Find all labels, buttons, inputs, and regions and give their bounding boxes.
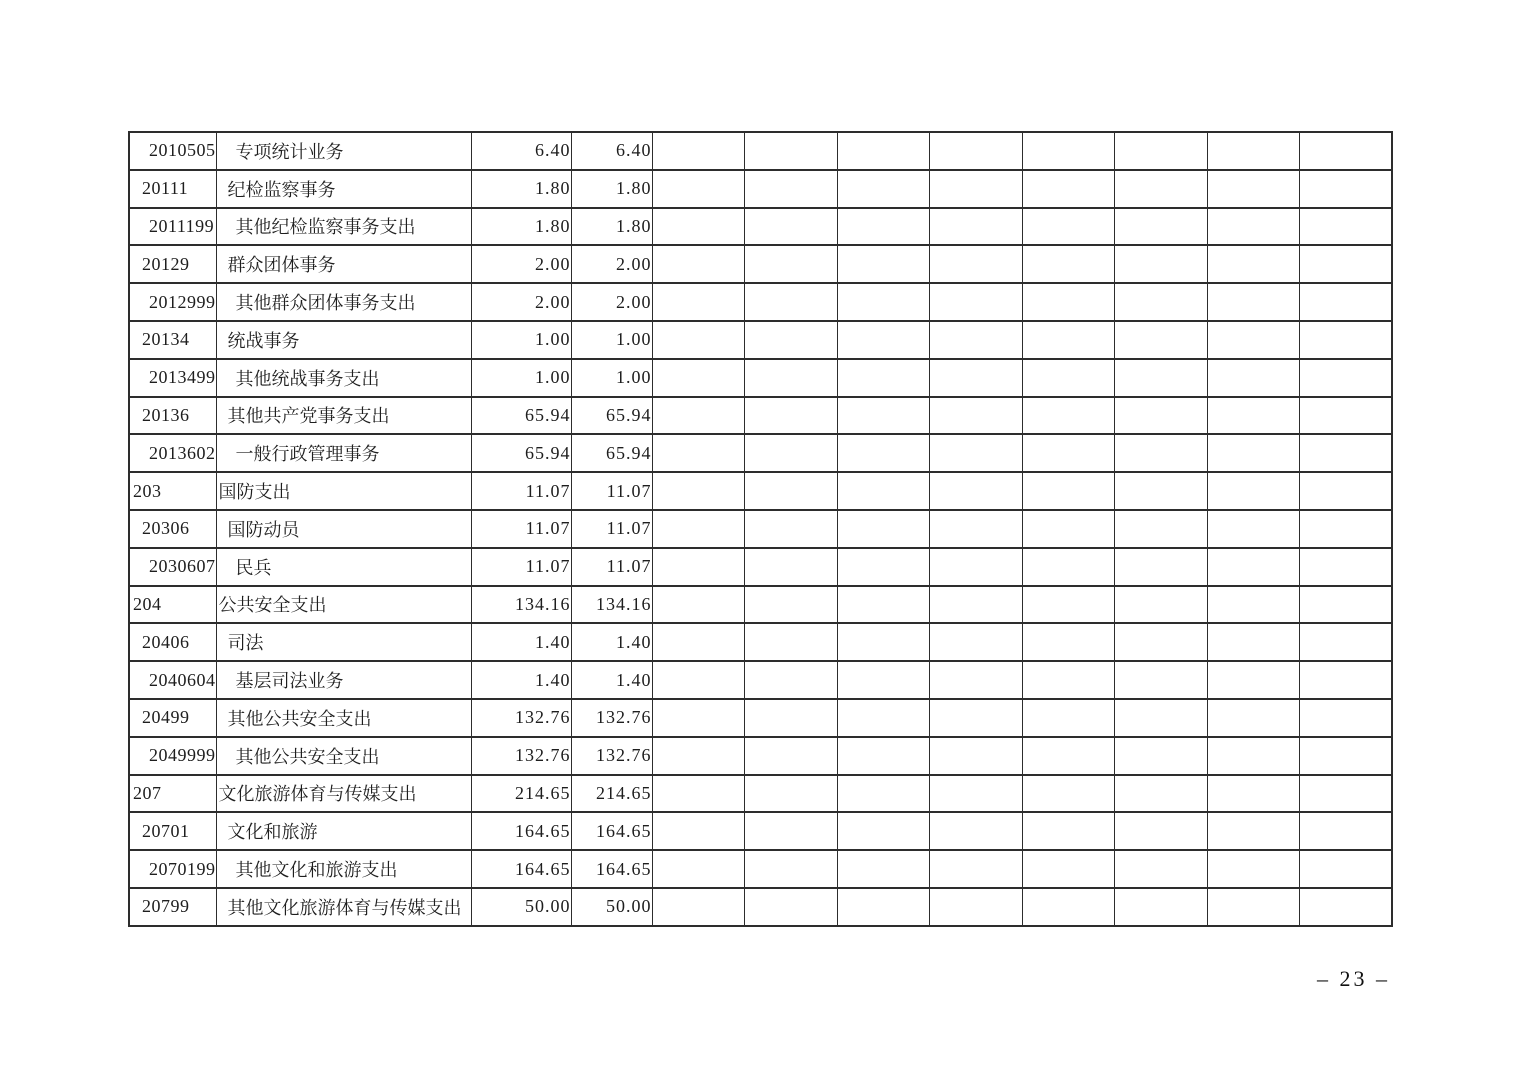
- empty-cell: [1022, 888, 1115, 926]
- amount2-cell: 6.40: [571, 132, 652, 170]
- empty-cell: [1207, 510, 1300, 548]
- empty-cell: [1022, 283, 1115, 321]
- empty-cell: [1300, 548, 1393, 586]
- empty-cell: [1207, 888, 1300, 926]
- amount1-cell: 11.07: [471, 548, 571, 586]
- empty-cell: [1022, 208, 1115, 246]
- empty-cell: [745, 623, 838, 661]
- empty-cell: [745, 812, 838, 850]
- empty-cell: [1022, 812, 1115, 850]
- amount1-cell: 1.00: [471, 321, 571, 359]
- amount1-cell: 164.65: [471, 850, 571, 888]
- empty-cell: [837, 812, 930, 850]
- empty-cell: [930, 245, 1023, 283]
- empty-cell: [652, 472, 745, 510]
- empty-cell: [1300, 132, 1393, 170]
- empty-cell: [930, 510, 1023, 548]
- empty-cell: [1207, 283, 1300, 321]
- empty-cell: [652, 321, 745, 359]
- empty-cell: [745, 699, 838, 737]
- empty-cell: [1022, 170, 1115, 208]
- amount2-cell: 164.65: [571, 812, 652, 850]
- empty-cell: [837, 321, 930, 359]
- empty-cell: [1022, 661, 1115, 699]
- name-cell: 基层司法业务: [216, 661, 471, 699]
- empty-cell: [1300, 434, 1393, 472]
- empty-cell: [837, 132, 930, 170]
- empty-cell: [745, 510, 838, 548]
- table-row: [129, 397, 1392, 435]
- empty-cell: [1207, 245, 1300, 283]
- empty-cell: [1207, 850, 1300, 888]
- empty-cell: [652, 132, 745, 170]
- amount1-cell: 2.00: [471, 245, 571, 283]
- amount1-cell: 11.07: [471, 510, 571, 548]
- name-cell: 其他统战事务支出: [216, 359, 471, 397]
- empty-cell: [652, 245, 745, 283]
- empty-cell: [930, 586, 1023, 624]
- amount1-cell: 1.40: [471, 661, 571, 699]
- empty-cell: [652, 359, 745, 397]
- empty-cell: [930, 283, 1023, 321]
- code-cell: 20136: [129, 397, 216, 435]
- empty-cell: [1115, 359, 1208, 397]
- empty-cell: [837, 737, 930, 775]
- empty-cell: [930, 132, 1023, 170]
- empty-cell: [1115, 623, 1208, 661]
- amount1-cell: 65.94: [471, 397, 571, 435]
- empty-cell: [745, 850, 838, 888]
- budget-expenditure-table: [128, 131, 1393, 927]
- name-cell: 其他文化旅游体育与传媒支出: [216, 888, 471, 926]
- empty-cell: [1300, 510, 1393, 548]
- empty-cell: [1022, 510, 1115, 548]
- table-row: [129, 283, 1392, 321]
- empty-cell: [652, 850, 745, 888]
- amount2-cell: 214.65: [571, 775, 652, 813]
- amount1-cell: 6.40: [471, 132, 571, 170]
- name-cell: 其他文化和旅游支出: [216, 850, 471, 888]
- empty-cell: [930, 548, 1023, 586]
- empty-cell: [930, 472, 1023, 510]
- empty-cell: [1300, 472, 1393, 510]
- table-row: [129, 510, 1392, 548]
- empty-cell: [837, 170, 930, 208]
- code-cell: 2049999: [129, 737, 216, 775]
- empty-cell: [1300, 888, 1393, 926]
- code-cell: 20499: [129, 699, 216, 737]
- empty-cell: [1207, 397, 1300, 435]
- empty-cell: [1022, 434, 1115, 472]
- empty-cell: [1300, 775, 1393, 813]
- name-cell: 群众团体事务: [216, 245, 471, 283]
- empty-cell: [1115, 812, 1208, 850]
- amount2-cell: 11.07: [571, 548, 652, 586]
- amount1-cell: 132.76: [471, 737, 571, 775]
- amount1-cell: 164.65: [471, 812, 571, 850]
- empty-cell: [1022, 775, 1115, 813]
- empty-cell: [1115, 850, 1208, 888]
- empty-cell: [1115, 586, 1208, 624]
- amount2-cell: 65.94: [571, 397, 652, 435]
- table-row: [129, 321, 1392, 359]
- empty-cell: [1022, 245, 1115, 283]
- code-cell: 204: [129, 586, 216, 624]
- table-row: [129, 661, 1392, 699]
- code-cell: 20306: [129, 510, 216, 548]
- amount1-cell: 2.00: [471, 283, 571, 321]
- amount2-cell: 11.07: [571, 472, 652, 510]
- code-cell: 2040604: [129, 661, 216, 699]
- amount2-cell: 134.16: [571, 586, 652, 624]
- empty-cell: [1207, 208, 1300, 246]
- name-cell: 其他共产党事务支出: [216, 397, 471, 435]
- empty-cell: [1115, 548, 1208, 586]
- empty-cell: [1207, 737, 1300, 775]
- empty-cell: [1207, 132, 1300, 170]
- empty-cell: [1207, 170, 1300, 208]
- name-cell: 纪检监察事务: [216, 170, 471, 208]
- empty-cell: [652, 661, 745, 699]
- empty-cell: [930, 170, 1023, 208]
- empty-cell: [1115, 170, 1208, 208]
- code-cell: 20111: [129, 170, 216, 208]
- empty-cell: [652, 510, 745, 548]
- amount2-cell: 1.80: [571, 170, 652, 208]
- empty-cell: [930, 359, 1023, 397]
- name-cell: 其他群众团体事务支出: [216, 283, 471, 321]
- empty-cell: [837, 850, 930, 888]
- empty-cell: [1115, 737, 1208, 775]
- empty-cell: [1115, 661, 1208, 699]
- amount1-cell: 1.40: [471, 623, 571, 661]
- amount1-cell: 214.65: [471, 775, 571, 813]
- empty-cell: [652, 623, 745, 661]
- empty-cell: [1115, 321, 1208, 359]
- empty-cell: [652, 283, 745, 321]
- empty-cell: [1115, 397, 1208, 435]
- amount1-cell: 1.80: [471, 170, 571, 208]
- amount1-cell: 1.00: [471, 359, 571, 397]
- name-cell: 其他公共安全支出: [216, 737, 471, 775]
- empty-cell: [745, 359, 838, 397]
- code-cell: 20701: [129, 812, 216, 850]
- empty-cell: [930, 397, 1023, 435]
- empty-cell: [652, 812, 745, 850]
- table-row: [129, 812, 1392, 850]
- table-row: [129, 775, 1392, 813]
- empty-cell: [1207, 661, 1300, 699]
- amount1-cell: 1.80: [471, 208, 571, 246]
- empty-cell: [745, 321, 838, 359]
- empty-cell: [745, 283, 838, 321]
- empty-cell: [652, 737, 745, 775]
- name-cell: 其他公共安全支出: [216, 699, 471, 737]
- empty-cell: [837, 699, 930, 737]
- empty-cell: [837, 775, 930, 813]
- name-cell: 司法: [216, 623, 471, 661]
- page-number: – 23 –: [1317, 966, 1390, 991]
- empty-cell: [1207, 623, 1300, 661]
- empty-cell: [1022, 397, 1115, 435]
- amount2-cell: 1.00: [571, 359, 652, 397]
- amount1-cell: 65.94: [471, 434, 571, 472]
- empty-cell: [1022, 548, 1115, 586]
- empty-cell: [1300, 812, 1393, 850]
- amount2-cell: 2.00: [571, 245, 652, 283]
- empty-cell: [930, 850, 1023, 888]
- empty-cell: [837, 397, 930, 435]
- amount1-cell: 134.16: [471, 586, 571, 624]
- empty-cell: [930, 699, 1023, 737]
- empty-cell: [1115, 699, 1208, 737]
- amount2-cell: 164.65: [571, 850, 652, 888]
- empty-cell: [837, 283, 930, 321]
- amount2-cell: 11.07: [571, 510, 652, 548]
- empty-cell: [652, 699, 745, 737]
- empty-cell: [1115, 472, 1208, 510]
- empty-cell: [745, 661, 838, 699]
- table-row: [129, 548, 1392, 586]
- name-cell: 一般行政管理事务: [216, 434, 471, 472]
- empty-cell: [1115, 283, 1208, 321]
- empty-cell: [652, 548, 745, 586]
- empty-cell: [745, 132, 838, 170]
- empty-cell: [1022, 623, 1115, 661]
- name-cell: 专项统计业务: [216, 132, 471, 170]
- code-cell: 203: [129, 472, 216, 510]
- code-cell: 2070199: [129, 850, 216, 888]
- empty-cell: [1022, 699, 1115, 737]
- empty-cell: [745, 208, 838, 246]
- empty-cell: [1207, 434, 1300, 472]
- empty-cell: [1115, 208, 1208, 246]
- table-row: [129, 888, 1392, 926]
- empty-cell: [837, 434, 930, 472]
- amount2-cell: 1.40: [571, 623, 652, 661]
- empty-cell: [1207, 321, 1300, 359]
- empty-cell: [1300, 321, 1393, 359]
- empty-cell: [745, 170, 838, 208]
- empty-cell: [1300, 359, 1393, 397]
- table-row: [129, 245, 1392, 283]
- table-row: [129, 850, 1392, 888]
- empty-cell: [745, 434, 838, 472]
- empty-cell: [1207, 548, 1300, 586]
- empty-cell: [1300, 623, 1393, 661]
- empty-cell: [1300, 397, 1393, 435]
- empty-cell: [745, 472, 838, 510]
- empty-cell: [1300, 850, 1393, 888]
- amount2-cell: 65.94: [571, 434, 652, 472]
- empty-cell: [837, 586, 930, 624]
- name-cell: 其他纪检监察事务支出: [216, 208, 471, 246]
- empty-cell: [930, 775, 1023, 813]
- empty-cell: [930, 661, 1023, 699]
- empty-cell: [1022, 321, 1115, 359]
- name-cell: 文化和旅游: [216, 812, 471, 850]
- empty-cell: [745, 775, 838, 813]
- empty-cell: [1207, 775, 1300, 813]
- table-row: [129, 434, 1392, 472]
- empty-cell: [1115, 245, 1208, 283]
- empty-cell: [1115, 888, 1208, 926]
- empty-cell: [1115, 510, 1208, 548]
- code-cell: 20134: [129, 321, 216, 359]
- table-row: [129, 699, 1392, 737]
- empty-cell: [1300, 699, 1393, 737]
- empty-cell: [837, 245, 930, 283]
- amount2-cell: 50.00: [571, 888, 652, 926]
- amount1-cell: 132.76: [471, 699, 571, 737]
- amount2-cell: 2.00: [571, 283, 652, 321]
- code-cell: 2010505: [129, 132, 216, 170]
- amount2-cell: 1.00: [571, 321, 652, 359]
- code-cell: 20129: [129, 245, 216, 283]
- empty-cell: [745, 397, 838, 435]
- empty-cell: [837, 359, 930, 397]
- empty-cell: [1300, 737, 1393, 775]
- empty-cell: [930, 321, 1023, 359]
- empty-cell: [652, 170, 745, 208]
- empty-cell: [930, 812, 1023, 850]
- table-row: [129, 586, 1392, 624]
- empty-cell: [837, 623, 930, 661]
- empty-cell: [1207, 359, 1300, 397]
- empty-cell: [652, 888, 745, 926]
- empty-cell: [837, 510, 930, 548]
- amount2-cell: 1.40: [571, 661, 652, 699]
- empty-cell: [1022, 850, 1115, 888]
- empty-cell: [1022, 737, 1115, 775]
- name-cell: 国防动员: [216, 510, 471, 548]
- name-cell: 统战事务: [216, 321, 471, 359]
- code-cell: 2030607: [129, 548, 216, 586]
- empty-cell: [745, 586, 838, 624]
- empty-cell: [1207, 586, 1300, 624]
- empty-cell: [1300, 170, 1393, 208]
- code-cell: 2012999: [129, 283, 216, 321]
- empty-cell: [1300, 245, 1393, 283]
- table-row: [129, 132, 1392, 170]
- empty-cell: [1022, 359, 1115, 397]
- empty-cell: [1300, 283, 1393, 321]
- empty-cell: [837, 548, 930, 586]
- empty-cell: [1022, 472, 1115, 510]
- code-cell: 207: [129, 775, 216, 813]
- empty-cell: [1300, 661, 1393, 699]
- name-cell: 文化旅游体育与传媒支出: [216, 775, 471, 813]
- empty-cell: [930, 737, 1023, 775]
- table-row: [129, 208, 1392, 246]
- empty-cell: [1207, 699, 1300, 737]
- empty-cell: [930, 208, 1023, 246]
- name-cell: 民兵: [216, 548, 471, 586]
- empty-cell: [1022, 132, 1115, 170]
- name-cell: 公共安全支出: [216, 586, 471, 624]
- empty-cell: [837, 208, 930, 246]
- empty-cell: [1022, 586, 1115, 624]
- empty-cell: [652, 397, 745, 435]
- code-cell: 2013602: [129, 434, 216, 472]
- empty-cell: [745, 245, 838, 283]
- table-row: [129, 359, 1392, 397]
- table-row: [129, 170, 1392, 208]
- code-cell: 2011199: [129, 208, 216, 246]
- table-row: [129, 472, 1392, 510]
- empty-cell: [837, 661, 930, 699]
- empty-cell: [930, 434, 1023, 472]
- empty-cell: [1115, 434, 1208, 472]
- empty-cell: [745, 737, 838, 775]
- empty-cell: [652, 434, 745, 472]
- empty-cell: [652, 586, 745, 624]
- table-body: [129, 132, 1392, 926]
- amount1-cell: 11.07: [471, 472, 571, 510]
- empty-cell: [1300, 586, 1393, 624]
- table-row: [129, 737, 1392, 775]
- empty-cell: [1115, 132, 1208, 170]
- empty-cell: [930, 623, 1023, 661]
- empty-cell: [930, 888, 1023, 926]
- amount2-cell: 132.76: [571, 737, 652, 775]
- empty-cell: [745, 548, 838, 586]
- empty-cell: [1207, 472, 1300, 510]
- name-cell: 国防支出: [216, 472, 471, 510]
- code-cell: 20406: [129, 623, 216, 661]
- table-row: [129, 623, 1392, 661]
- empty-cell: [837, 888, 930, 926]
- empty-cell: [652, 775, 745, 813]
- empty-cell: [1207, 812, 1300, 850]
- empty-cell: [1115, 775, 1208, 813]
- code-cell: 20799: [129, 888, 216, 926]
- empty-cell: [745, 888, 838, 926]
- amount2-cell: 1.80: [571, 208, 652, 246]
- empty-cell: [837, 472, 930, 510]
- code-cell: 2013499: [129, 359, 216, 397]
- amount1-cell: 50.00: [471, 888, 571, 926]
- amount2-cell: 132.76: [571, 699, 652, 737]
- empty-cell: [1300, 208, 1393, 246]
- empty-cell: [652, 208, 745, 246]
